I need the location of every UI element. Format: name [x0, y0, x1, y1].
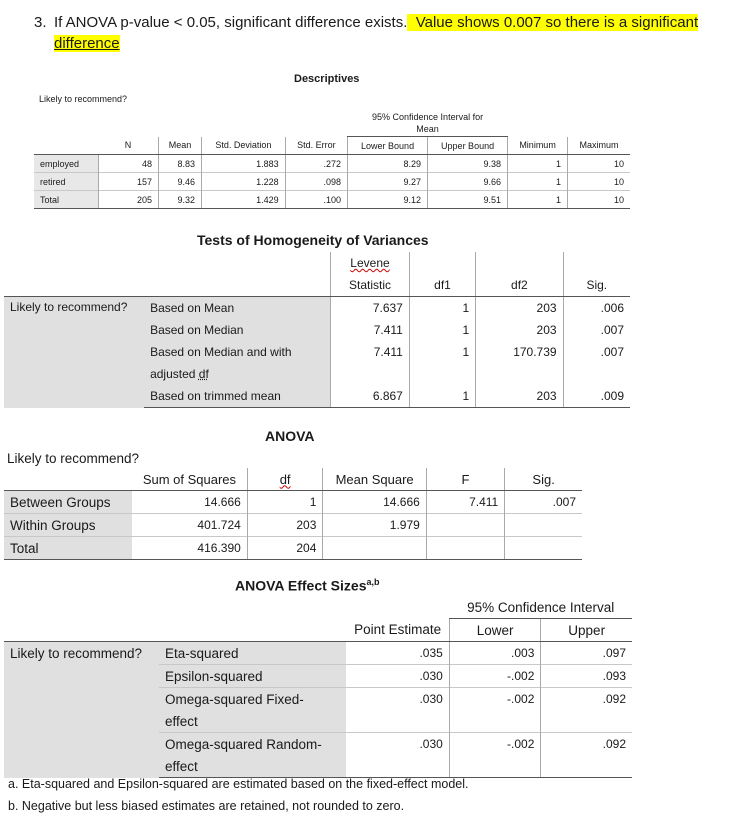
table-row	[4, 297, 630, 320]
cell: 1.979	[323, 514, 426, 537]
cell: 10	[568, 191, 630, 209]
cell	[323, 537, 426, 560]
table-row	[34, 191, 630, 209]
cell: 10	[568, 155, 630, 173]
cell: 203	[247, 514, 323, 537]
cell: .006	[563, 297, 630, 320]
col-std-error: Std. Error	[285, 137, 347, 155]
effect-sizes-title-text: ANOVA Effect Sizes	[235, 577, 367, 594]
descriptives-variable: Likely to recommend?	[39, 94, 128, 104]
cell: .007	[505, 491, 582, 514]
homogeneity-title: Tests of Homogeneity of Variances	[197, 232, 429, 248]
cell: .007	[563, 341, 630, 363]
cell: .003	[449, 642, 541, 665]
anova-variable: Likely to recommend?	[7, 451, 140, 466]
cell: 7.637	[331, 297, 410, 320]
effect-sizes-superscript: a,b	[366, 577, 380, 587]
table-row	[4, 537, 582, 560]
cell: .030	[346, 688, 449, 711]
cell: 7.411	[331, 341, 410, 363]
cell: 9.66	[428, 173, 508, 191]
row-label: Total	[34, 191, 98, 209]
cell: 203	[476, 385, 563, 408]
cell: .030	[346, 733, 449, 756]
row-label-cont-text: adjusted	[150, 367, 199, 381]
homogeneity-header-row	[4, 274, 630, 297]
effect-sizes-title	[235, 577, 380, 594]
cell: .035	[419, 646, 443, 660]
cell: 14.666	[323, 491, 426, 514]
ci-header	[348, 110, 508, 137]
question-highlight-text-2: difference	[54, 35, 120, 52]
cell: 416.390	[132, 537, 247, 560]
col-upper-bound: Upper Bound	[428, 137, 508, 155]
row-label: Within Groups	[4, 514, 132, 537]
cell: .092	[541, 688, 632, 711]
question-number: 3.	[34, 14, 47, 31]
cell: 1	[508, 191, 568, 209]
cell: 8.29	[348, 155, 428, 173]
cell: 9.27	[348, 173, 428, 191]
row-label-cont: effect	[159, 710, 346, 733]
cell: 48	[98, 155, 159, 173]
cell: 9.46	[159, 173, 202, 191]
row-label: Based on Mean	[144, 297, 331, 320]
row-label: Based on Median	[144, 319, 331, 341]
effect-sizes-table	[4, 596, 632, 778]
col-lower: Lower	[449, 619, 541, 642]
anova-header-row	[4, 468, 582, 491]
cell: 9.12	[348, 191, 428, 209]
cell: 1	[508, 155, 568, 173]
col-minimum: Minimum	[508, 137, 568, 155]
cell	[505, 537, 582, 560]
question-text-line2	[54, 35, 120, 52]
cell: 1	[409, 297, 475, 320]
row-label: Eta-squared	[159, 642, 346, 665]
col-upper: Upper	[541, 619, 632, 642]
row-label: Total	[4, 537, 132, 560]
cell: 1	[247, 491, 323, 514]
col-maximum: Maximum	[568, 137, 630, 155]
cell: 203	[476, 297, 563, 320]
cell	[426, 537, 504, 560]
cell: 157	[98, 173, 159, 191]
cell: -.002	[449, 665, 541, 688]
cell: .009	[563, 385, 630, 408]
col-mean-square: Mean Square	[323, 468, 426, 491]
question-plain-text: If ANOVA p-value < 0.05, significant difference exists.	[54, 14, 408, 31]
row-label: Based on Median and with	[144, 341, 331, 363]
homogeneity-table	[4, 252, 630, 408]
question-text	[54, 14, 698, 31]
col-df	[247, 468, 323, 491]
homogeneity-variable: Likely to recommend?	[4, 297, 144, 408]
col-statistic: Statistic	[331, 274, 410, 297]
cell: 7.411	[331, 319, 410, 341]
cell: 1	[508, 173, 568, 191]
ci-header-line1: 95% Confidence Interval for	[372, 112, 484, 122]
col-df2: df2	[476, 274, 563, 297]
cell: 14.666	[204, 495, 241, 509]
cell: 1	[409, 385, 475, 408]
cell: .098	[285, 173, 347, 191]
cell: .092	[541, 733, 632, 756]
cell: 1.883	[202, 155, 286, 173]
cell: 204	[247, 537, 323, 560]
descriptives-header-row	[34, 137, 630, 155]
table-row	[4, 514, 582, 537]
cell: 170.739	[476, 341, 563, 363]
cell: .007	[563, 319, 630, 341]
cell: 1	[409, 319, 475, 341]
table-row	[4, 491, 582, 514]
cell	[426, 514, 504, 537]
levene-header	[331, 252, 410, 274]
cell: 6.867	[331, 385, 410, 408]
footnote-b: b. Negative but less biased estimates are retained, not rounded to zero.	[8, 799, 405, 813]
cell: 9.51	[428, 191, 508, 209]
table-row	[34, 173, 630, 191]
cell: 1.228	[202, 173, 286, 191]
cell: .100	[285, 191, 347, 209]
anova-table	[4, 468, 582, 560]
descriptives-title: Descriptives	[294, 73, 360, 85]
col-lower-bound: Lower Bound	[348, 137, 428, 155]
ci-header-line2: Mean	[416, 124, 439, 134]
col-df-text: df	[279, 471, 291, 487]
question-highlight-text: Value shows 0.007 so there is a significant	[407, 14, 699, 31]
row-label: employed	[34, 155, 98, 173]
col-point-estimate: Point Estimate	[346, 619, 449, 642]
row-label-cont: effect	[159, 755, 346, 778]
cell: .030	[346, 665, 449, 688]
cell: .097	[541, 642, 632, 665]
row-label: Based on trimmed mean	[144, 385, 331, 408]
cell: 205	[98, 191, 159, 209]
cell	[505, 514, 582, 537]
cell: 1	[409, 341, 475, 363]
cell: 8.83	[159, 155, 202, 173]
row-label: Between Groups	[4, 491, 132, 514]
row-label: Omega-squared Random-	[159, 733, 346, 756]
cell: 203	[476, 319, 563, 341]
cell: 9.32	[159, 191, 202, 209]
col-df1: df1	[409, 274, 475, 297]
cell: 401.724	[132, 514, 247, 537]
footnote-a: a. Eta-squared and Epsilon-squared are estimated based on the fixed-effect model.	[8, 777, 469, 791]
col-f: F	[426, 468, 504, 491]
row-label: retired	[34, 173, 98, 191]
cell: 1.429	[202, 191, 286, 209]
row-label: Epsilon-squared	[159, 665, 346, 688]
cell: -.002	[449, 733, 541, 756]
cell: 10	[568, 173, 630, 191]
df-abbrev: df	[198, 367, 209, 381]
cell: .093	[541, 665, 632, 688]
ci-header: 95% Confidence Interval	[449, 596, 632, 619]
table-row	[4, 642, 632, 665]
levene-label: Levene	[350, 256, 390, 270]
table-row	[34, 155, 630, 173]
row-label: Omega-squared Fixed-	[159, 688, 346, 711]
col-sig: Sig.	[563, 274, 630, 297]
row-label-cont	[144, 363, 331, 385]
col-sig: Sig.	[505, 468, 582, 491]
col-n: N	[98, 137, 159, 155]
anova-title: ANOVA	[265, 428, 315, 444]
col-std-deviation: Std. Deviation	[202, 137, 286, 155]
cell: -.002	[449, 688, 541, 711]
cell: 9.38	[428, 155, 508, 173]
descriptives-table	[34, 110, 630, 209]
effect-sizes-variable: Likely to recommend?	[4, 642, 159, 778]
col-mean: Mean	[159, 137, 202, 155]
effect-sizes-header-row	[4, 619, 632, 642]
cell: 7.411	[426, 491, 504, 514]
cell: .272	[285, 155, 347, 173]
col-sum-of-squares: Sum of Squares	[132, 468, 247, 491]
